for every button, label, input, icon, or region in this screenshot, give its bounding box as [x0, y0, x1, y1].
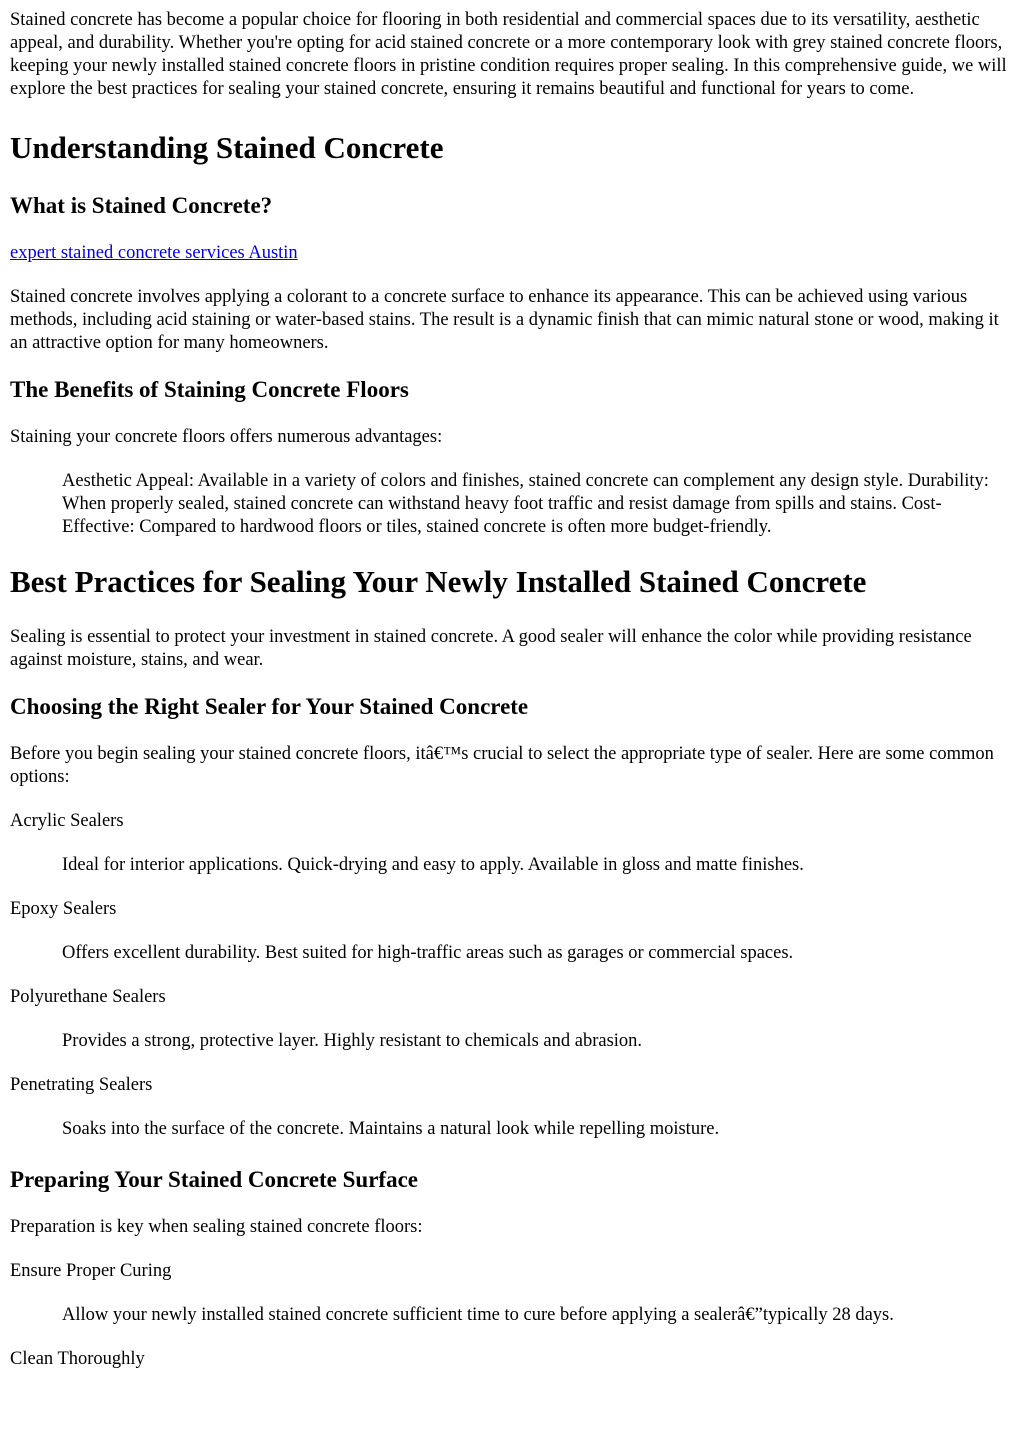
section-heading-best-practices: Best Practices for Sealing Your Newly Installed Stained Concrete — [10, 564, 867, 599]
subheading-choosing-sealer: Choosing the Right Sealer for Your Stained Concrete — [10, 694, 529, 719]
option-desc-penetrating: Soaks into the surface of the concrete. Maintains a natural look while repelling moisture. — [62, 1119, 720, 1139]
subheading-preparing: Preparing Your Stained Concrete Surface — [10, 1167, 419, 1192]
option-desc-polyurethane: Provides a strong, protective layer. Highly resistant to chemicals and abrasion. — [62, 1031, 643, 1051]
step-label-curing: Ensure Proper Curing — [10, 1261, 172, 1281]
step-desc-curing: Allow your newly installed stained concrete sufficient time to cure before applying a sealerâ€”typically 28 days. — [62, 1305, 894, 1325]
option-label-polyurethane: Polyurethane Sealers — [10, 987, 166, 1007]
option-label-penetrating: Penetrating Sealers — [10, 1075, 153, 1095]
option-label-acrylic: Acrylic Sealers — [10, 811, 124, 831]
subheading-benefits: The Benefits of Staining Concrete Floors — [10, 377, 409, 402]
what-is-paragraph: Stained concrete involves applying a colorant to a concrete surface to enhance its appearance. This can be achieved using various methods, including acid staining or water-based stains. The result is a dynamic finish that can mimic natural stone or wood, making it an attractive option for many homeowners. — [10, 287, 999, 353]
services-link[interactable]: expert stained concrete services Austin — [10, 243, 298, 263]
option-label-epoxy: Epoxy Sealers — [10, 899, 117, 919]
option-desc-acrylic: Ideal for interior applications. Quick-drying and easy to apply. Available in gloss and matte finishes. — [62, 855, 804, 875]
link-paragraph — [10, 242, 1014, 265]
benefits-list: Aesthetic Appeal: Available in a variety of colors and finishes, stained concrete can complement any design style. Durability: When properly sealed, stained concrete can withstand heavy foot traffic and resist damage from spills and stains. Cost-Effective: Compared to hardwood floors or tiles, stained concrete is often more budget-friendly. — [62, 471, 989, 537]
option-desc-epoxy: Offers excellent durability. Best suited for high-traffic areas such as garages or commercial spaces. — [62, 943, 794, 963]
benefits-intro: Staining your concrete floors offers numerous advantages: — [10, 427, 443, 447]
subheading-what-is: What is Stained Concrete? — [10, 193, 273, 218]
preparing-intro: Preparation is key when sealing stained concrete floors: — [10, 1217, 423, 1237]
sealing-paragraph: Sealing is essential to protect your investment in stained concrete. A good sealer will enhance the color while providing resistance against moisture, stains, and wear. — [10, 627, 972, 670]
step-label-clean: Clean Thoroughly — [10, 1349, 145, 1369]
intro-paragraph: Stained concrete has become a popular choice for flooring in both residential and commercial spaces due to its versatility, aesthetic appeal, and durability. Whether you're opting for acid stained concrete or a more contemporary look with grey stained concrete floors, keeping your newly installed stained concrete floors in pristine condition requires proper sealing. In this comprehensive guide, we will explore the best practices for sealing your stained concrete, ensuring it remains beautiful and functional for years to come. — [10, 10, 1007, 99]
section-heading-understanding: Understanding Stained Concrete — [10, 130, 444, 165]
choosing-intro: Before you begin sealing your stained concrete floors, itâ€™s crucial to select the appropriate type of sealer. Here are some common options: — [10, 744, 994, 787]
